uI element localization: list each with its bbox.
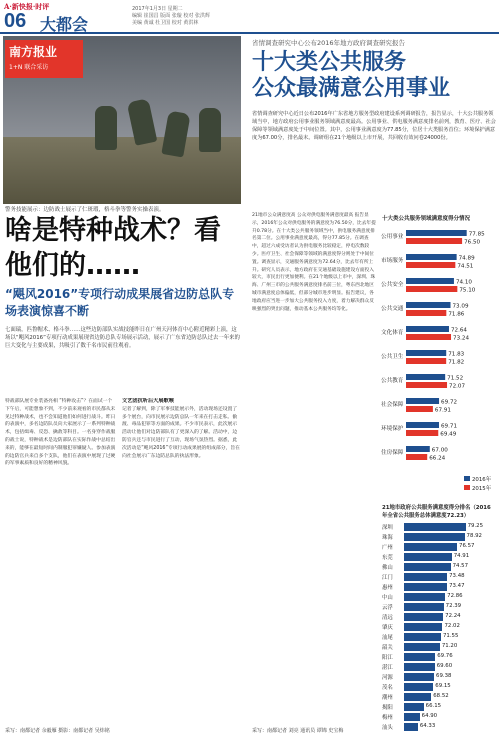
ranking-bar <box>404 723 418 731</box>
ranking-bar <box>404 573 447 581</box>
chart-bar <box>406 374 445 380</box>
ranking-city-label: 肇庆 <box>382 625 393 631</box>
ranking-bar <box>404 663 435 671</box>
city-ranking-chart <box>382 522 496 734</box>
ranking-bar <box>404 693 431 701</box>
city-ranking-title: 21地市政府公共服务满意度得分排名（2016年全省公共服务总体满意度72.23） <box>382 505 491 519</box>
chart-bar <box>406 454 427 460</box>
ranking-city-label: 阳江 <box>382 655 393 661</box>
issue-meta-line: 2017年1月3日 星期二 <box>132 6 183 12</box>
ranking-city-label: 佛山 <box>382 565 393 571</box>
issue-meta <box>132 6 252 27</box>
ranking-row <box>382 722 496 733</box>
story-lede: 七面瑞，匹鲁帽术、格斗拳……这些边防部队实战技能昨日在广州天河体育中心附近精彩上演，这场以“飓风2016”专项行动成果展现省边防总队专场展示活动，展示了广东省边防总队过去一年来的巨大变化与主要成果，共吸引了数千名市民前往观看。 <box>5 327 240 350</box>
story-byline: 采写：南都记者 刘亮 通讯员 谭锦 史宝梅 <box>252 728 344 734</box>
photo-caption: 警务技能展示：边防战士展示了仁斑瑕，格斗拳等警务实操表演。 <box>5 207 165 213</box>
ranking-value-label: 69.60 <box>436 663 453 669</box>
story-title-line: 公众最满意公用事业 <box>252 76 451 101</box>
ranking-value-label: 69.76 <box>437 653 453 659</box>
ranking-bar <box>404 713 420 721</box>
chart-value-label: 71.52 <box>447 375 464 382</box>
story-body-column: 特战部队展专业装备亮相 “特种攻击”？在面试一个下午后，可能想象不到，不少前来观看的市民都从未见过特种战术，也不会知道他们如何进行战斗。昨日的表演中，多名边防队员向大家展示了一系列特种战术，包括缉毒、反恐、擒敌等科目。一名身穿作战服的战士说，特种战术是边防部队在实际作战中总结出来的，能够在最短时间内制服犯罪嫌疑人。参加表演的边防官兵来自多个支队，他们在表演中展现了过硬的军事素质和良好的精神风貌。 <box>5 399 116 467</box>
ranking-value-label: 74.57 <box>452 563 469 569</box>
ranking-value-label: 72.86 <box>447 593 463 599</box>
satisfaction-bar-chart <box>380 224 497 504</box>
body-text: 记者了解到，除了军事技能展示外，活动现场还设置了多个展台，向市民展示边防总队一年来在打击走私、偷渡、毒品犯罪等方面的成果。不少市民表示，此次展示活动让他们对边防部队有了更深入的了解。活动中，边防官兵还与市民进行了互动，现场气氛热烈。据悉，此次活动是“飓风2016”专项行动成果展的组成部分，旨在向社会展示广东边防总队的执法形象。 <box>122 406 240 459</box>
chart-value-label: 69.71 <box>441 423 458 430</box>
chart-value-label: 72.07 <box>449 383 466 390</box>
chart-category-label: 公共交通 <box>381 306 404 312</box>
chart-category-label: 住房保障 <box>381 450 404 456</box>
chart-category-label: 市场服务 <box>381 258 404 264</box>
issue-meta-line: 编辑 崔国昌 版面 张璇 校对 张洪辉 <box>132 13 210 19</box>
story-lede: 省情调查研究中心近日公布2016年广东省地方服务型政府建设系列调研报告，报告显示，十大公共服务领域当中，地方政府公用事业服务领域满意度最高。公用事业、供电服务满意度排名前列，教育、医疗、社会保障等领域满意度处于中间位置。其中，公用事业满意度为77.85分，位居十大类服务首位；环境保护满意度为67.00分，排名最末。调研组在21个地级以上市开展，共回收有效问卷24000份。 <box>252 111 496 141</box>
chart-value-label: 74.51 <box>457 263 474 270</box>
chart-value-label: 73.24 <box>453 335 470 342</box>
ranking-city-label: 清远 <box>382 615 393 621</box>
chart-title: 十大类公共服务领域满意度得分情况 <box>382 216 471 222</box>
chart-bar <box>406 262 455 268</box>
chart-bar <box>406 286 457 292</box>
ranking-value-label: 78.92 <box>466 533 482 539</box>
chart-value-label: 74.89 <box>458 255 475 262</box>
ranking-bar <box>404 533 465 541</box>
ranking-city-label: 韶关 <box>382 645 393 651</box>
ranking-bar <box>404 623 442 631</box>
chart-bar <box>406 310 446 316</box>
story-kicker: 省情调查研究中心公布2016年地方政府调查研究报告 <box>252 39 406 47</box>
ranking-city-label: 河源 <box>382 675 393 681</box>
section-name: 大都会 <box>40 15 89 34</box>
ranking-city-label: 中山 <box>382 595 393 601</box>
ranking-value-label: 73.47 <box>449 583 465 589</box>
ranking-city-label: 揭阳 <box>382 705 393 711</box>
masthead <box>0 0 499 34</box>
ranking-value-label: 71.20 <box>441 643 458 649</box>
ranking-value-label: 74.91 <box>453 553 470 559</box>
legend-swatch <box>464 485 470 490</box>
chart-value-label: 66.24 <box>429 455 446 462</box>
ranking-city-label: 汕尾 <box>382 635 393 641</box>
ranking-value-label: 66.15 <box>425 703 442 709</box>
chart-value-label: 69.72 <box>441 399 458 406</box>
ranking-bar <box>404 683 433 691</box>
chart-value-label: 74.10 <box>455 279 472 286</box>
soldier-figure <box>95 106 117 150</box>
chart-category-label: 公共安全 <box>381 282 404 288</box>
page-number: 06 <box>4 10 27 32</box>
ranking-bar <box>404 613 443 621</box>
chart-value-label: 67.00 <box>431 447 448 454</box>
chart-bar <box>406 422 439 428</box>
chart-bar <box>406 302 451 308</box>
chart-bar <box>406 406 433 412</box>
chart-category-label: 环境保护 <box>381 426 404 432</box>
chart-value-label: 73.09 <box>452 303 469 310</box>
chart-value-label: 72.64 <box>450 327 467 334</box>
badge-title: 南方报业 <box>9 45 58 59</box>
ranking-bar <box>404 523 466 531</box>
chart-value-label: 69.49 <box>440 431 457 438</box>
ranking-value-label: 72.39 <box>445 603 462 609</box>
ranking-city-label: 江门 <box>382 575 393 581</box>
chart-bar <box>406 358 446 364</box>
ranking-bar <box>404 633 441 641</box>
story-body-column: 21地市公众满意度高 公众对供电服务满意度最高 报告显示，2016年公众对供电服务的满意度为76.50分，比去年提升0.78分。在十大类公共服务领域当中，供电服务满意度排名第二位。公用事业满意度最高，得分77.85分。在调查中，超过六成受访者认为供电服务比较稳定，停电次数较少。医疗卫生、社会保障等领域的满意度得分则处于中间位置。调查显示，交通服务满意度为72.64分，比去年有所上升。研究人员表示，地方政府在交通基础设施建设方面投入较大，市民出行更加便利。在21个地级以上市中，深圳、珠海、广州三市的公共服务满意度排名前三位，粤东西北地区城市满意度总体偏低，但部分城市进步明显。报告建议，各地政府应当进一步加大公共服务投入力度，着力解决群众反映强烈的突出问题，推动基本公共服务均等化。 <box>252 213 376 312</box>
ranking-value-label: 79.25 <box>467 523 484 529</box>
chart-bar <box>406 334 451 340</box>
ranking-city-label: 梅州 <box>382 715 393 721</box>
chart-bar <box>406 230 467 236</box>
chart-category-label: 公用事业 <box>381 234 404 240</box>
syndication-badge <box>5 40 83 78</box>
ranking-city-label: 茂名 <box>382 685 393 691</box>
ranking-bar <box>404 703 424 711</box>
ranking-value-label: 72.02 <box>444 623 460 629</box>
chart-value-label: 75.10 <box>459 287 476 294</box>
chart-value-label: 77.85 <box>468 231 485 238</box>
chart-value-label: 71.82 <box>448 359 465 366</box>
ranking-bar <box>404 673 434 681</box>
ranking-city-label: 东莞 <box>382 555 393 561</box>
story-body-column <box>122 398 240 720</box>
main-headline: 啥是特种战术？看他们的…… <box>5 215 221 281</box>
ranking-value-label: 68.52 <box>433 693 449 699</box>
ranking-city-label: 湛江 <box>382 665 393 671</box>
chart-bar <box>406 326 449 332</box>
chart-value-label: 71.86 <box>448 311 465 318</box>
issue-meta-line: 美编 黄诚 杜卫国 校对 黄洪林 <box>132 20 199 26</box>
chart-bar <box>406 254 457 260</box>
chart-bar <box>406 238 462 244</box>
chart-value-label: 76.50 <box>464 239 481 246</box>
ranking-city-label: 潮州 <box>382 695 393 701</box>
ranking-city-label: 惠州 <box>382 585 393 591</box>
story-title-line: 十大类公共服务 <box>252 50 407 75</box>
legend-label: 2015年 <box>472 486 492 492</box>
ranking-bar <box>404 553 452 561</box>
ranking-city-label: 深圳 <box>382 525 393 531</box>
ranking-value-label: 69.38 <box>436 673 452 679</box>
body-subhead: 文艺团抗听后大展歌喉 <box>122 398 174 404</box>
chart-bar <box>406 446 430 452</box>
ranking-value-label: 76.57 <box>459 543 475 549</box>
chart-bar <box>406 382 447 388</box>
soldier-figure <box>199 108 221 152</box>
ranking-city-label: 云浮 <box>382 605 393 611</box>
ranking-value-label: 64.33 <box>419 723 436 729</box>
ranking-bar <box>404 563 451 571</box>
chart-category-label: 社会保障 <box>381 402 404 408</box>
ranking-value-label: 72.24 <box>445 613 461 619</box>
ranking-value-label: 71.55 <box>442 633 459 639</box>
chart-value-label: 71.83 <box>448 351 465 358</box>
ranking-value-label: 69.15 <box>435 683 451 689</box>
ranking-city-label: 汕头 <box>382 725 393 731</box>
chart-bar <box>406 278 454 284</box>
chart-bar <box>406 430 438 436</box>
ranking-bar <box>404 543 457 551</box>
ranking-value-label: 64.90 <box>421 713 438 719</box>
ranking-bar <box>404 653 435 661</box>
chart-bar <box>406 398 439 404</box>
main-subheadline: “飓风2016”专项行动成果展省边防总队专场表演惊喜不断 <box>5 287 235 318</box>
story-byline: 采写：南都记者 余毅雁 摄影：南都记者 吴炜铭 <box>5 728 110 734</box>
chart-category-label: 文化体育 <box>381 330 404 336</box>
ranking-value-label: 73.48 <box>449 573 465 579</box>
chart-category-label: 公共卫生 <box>381 354 404 360</box>
ranking-bar <box>404 603 444 611</box>
ranking-city-label: 珠海 <box>382 535 393 541</box>
ranking-bar <box>404 593 445 601</box>
ranking-city-label: 广州 <box>382 545 393 551</box>
legend-swatch <box>464 476 470 481</box>
ranking-bar <box>404 643 440 651</box>
chart-value-label: 67.91 <box>434 407 451 414</box>
chart-bar <box>406 350 446 356</box>
ranking-bar <box>404 583 447 591</box>
newspaper-logo: A·新快报·时评 <box>4 2 50 11</box>
legend-label: 2016年 <box>472 477 492 483</box>
badge-subtitle: 1+N 联合采访 <box>9 64 49 71</box>
chart-category-label: 公共教育 <box>381 378 404 384</box>
